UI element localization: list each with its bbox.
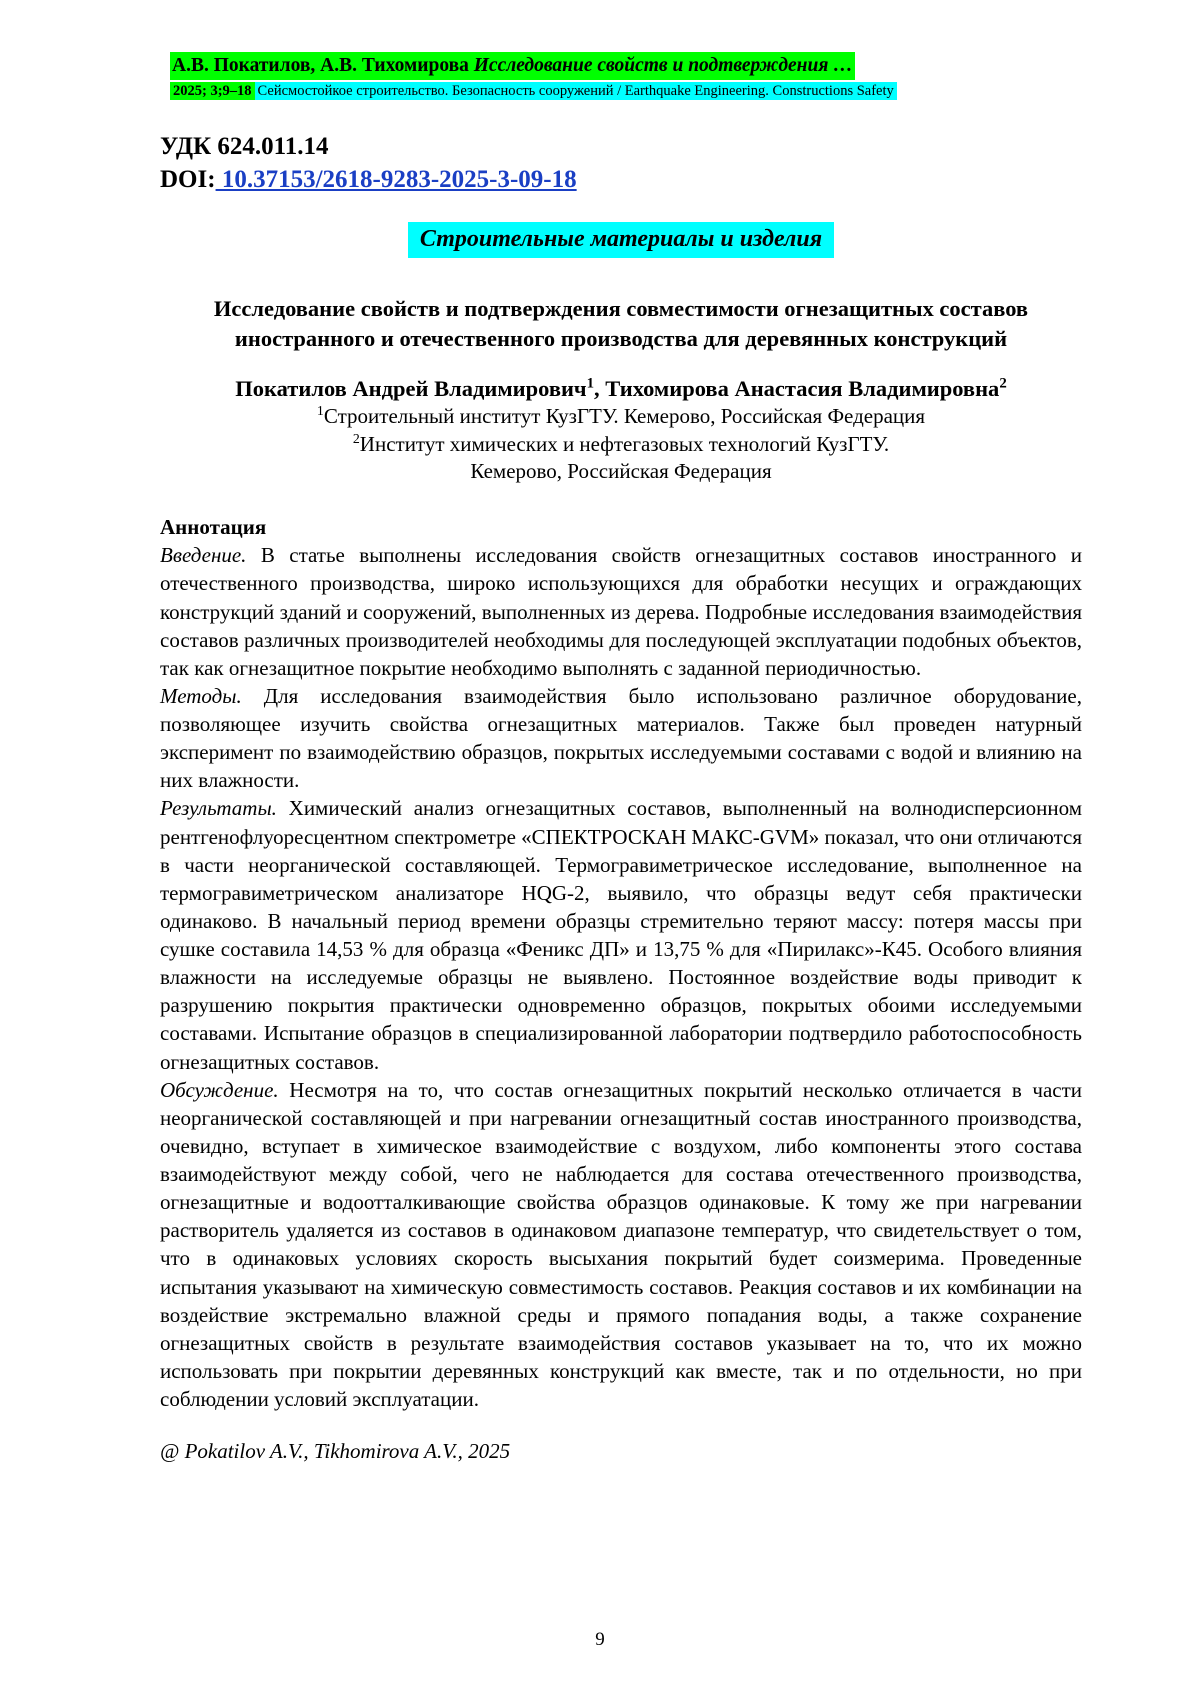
running-head-authors (170, 52, 855, 80)
abstract-text-results: Химический анализ огнезащитных составов, выполненный на волнодисперсионном рентгенофлуоресцентном спектрометре «СПЕКТРОСКАН МАКС-GVM» показал, что они отличаются в части неорганической составляющей. Термогравиметрическое исследование, выполненное на термогравиметрическом анализаторе HQG-2, выявило, что образцы ведут себя практически одинаково. В начальный период времени образцы стремительно теряют массу: потеря массы при сушке составила 14,53 % для образца «Феникс ДП» и 13,75 % для «Пирилакс»-К45. Особого влияния влажности на исследуемые образцы не выявлено. Постоянное воздействие воды приводит к разрушению покрытия практически одновременно образцов, покрытых обоими исследуемыми составами. Испытание образцов в специализированной лаборатории подтвердило работоспособность огнезащитных составов. (160, 796, 1082, 1074)
running-head-title-text: Исследование свойств и подтверждения … (473, 55, 853, 76)
affiliation-2-marker: 2 (352, 430, 360, 446)
running-head-authors-text: А.В. Покатилов, А.В. Тихомирова (172, 55, 474, 76)
rubric-label: Строительные материалы и изделия (408, 222, 834, 258)
running-head (170, 52, 1076, 101)
page-number: 9 (595, 1629, 605, 1650)
abstract-text-discussion: Несмотря на то, что состав огнезащитных покрытий несколько отличается в части неорганической составляющей и при нагревании огнезащитный состав иностранного производства, очевидно, вступает в химическое взаимодействие с воздухом, либо компоненты этого состава взаимодействуют между собой, чего не наблюдается для состава отечественного производства, огнезащитные и водоотталкивающие свойства образцов одинаковые. К тому же при нагревании растворитель удаляется из составов в одинаковом диапазоне температур, что свидетельствует о том, что в одинаковых условиях скорость высыхания покрытий будет соизмерима. Проведенные испытания указывают на химическую совместимость составов. Реакция составов и их комбинации на воздействие экстремально влажной среды и прямого попадания воды, а также сохранение огнезащитных свойств в результате взаимодействия составов указывает на то, что их можно использовать при покрытии деревянных конструкций как вместе, так и по отдельности, но при соблюдении условий эксплуатации. (160, 1077, 1082, 1412)
udk-code: УДК 624.011.14 (160, 132, 329, 160)
abstract-lead-methods: Методы. (160, 683, 242, 708)
author-1-name: Покатилов Андрей Владимирович (235, 375, 587, 401)
title-line-1: Исследование свойств и подтверждения совместимости огнезащитных составов (213, 295, 1029, 321)
running-head-journal-line (170, 82, 1076, 101)
doi-link[interactable]: 10.37153/2618-9283-2025-3-09-18 (215, 165, 577, 193)
affiliation-2-city: Кемерово, Российская Федерация (470, 459, 772, 484)
author-1-affiliation-marker: 1 (586, 375, 595, 392)
abstract-lead-discussion: Обсуждение. (160, 1077, 279, 1102)
affiliation-2 (160, 431, 1082, 459)
running-head-issue: 2025; 3;9–18 (170, 82, 255, 100)
title-line-2: иностранного и отечественного производства для деревянных конструкций (234, 325, 1008, 351)
running-head-journal: Сейсмостойкое строительство. Безопасность сооружений / Earthquake Engineering. Constructions Safety (255, 82, 897, 100)
affiliation-2-text: Институт химических и нефтегазовых технологий КузГТУ. (359, 431, 890, 456)
affiliation-1-marker: 1 (316, 402, 324, 418)
abstract-text-methods: Для исследования взаимодействия было использовано различное оборудование, позволяющее изучить свойства огнезащитных материалов. Также был проведен натурный эксперимент по взаимодействию образцов, покрытых исследуемыми составами с водой и влиянию на них влажности. (160, 683, 1082, 793)
doi-line (160, 164, 1082, 196)
page-title (160, 294, 1082, 354)
abstract-section-methods (160, 682, 1082, 795)
copyright-line: @ Pokatilov A.V., Tikhomirova A.V., 2025 (160, 1439, 511, 1464)
affiliation-1-text: Строительный институт КузГТУ. Кемерово, Российская Федерация (323, 403, 926, 428)
abstract-heading: Аннотация (160, 515, 267, 540)
author-2-name: , Тихомирова Анастасия Владимировна (594, 375, 1000, 401)
abstract-section-introduction (160, 541, 1082, 682)
affiliation-1 (160, 403, 1082, 431)
abstract-section-results (160, 794, 1082, 1075)
doi-label: DOI: (160, 165, 216, 193)
authors-line (160, 374, 1082, 403)
rubric-container (160, 222, 1082, 258)
abstract-lead-results: Результаты. (160, 796, 277, 821)
abstract-section-discussion (160, 1076, 1082, 1414)
abstract-text-introduction: В статье выполнены исследования свойств огнезащитных составов иностранного и отечественного производства, широко использующихся для обработки несущих и ограждающих конструкций зданий и сооружений, выполненных из дерева. Подробные исследования взаимодействия составов различных производителей необходимы для последующей эксплуатации подобных объектов, так как огнезащитное покрытие необходимо выполнять с заданной периодичностью. (160, 543, 1082, 680)
author-2-affiliation-marker: 2 (999, 375, 1007, 392)
abstract-lead-introduction: Введение. (160, 543, 247, 568)
